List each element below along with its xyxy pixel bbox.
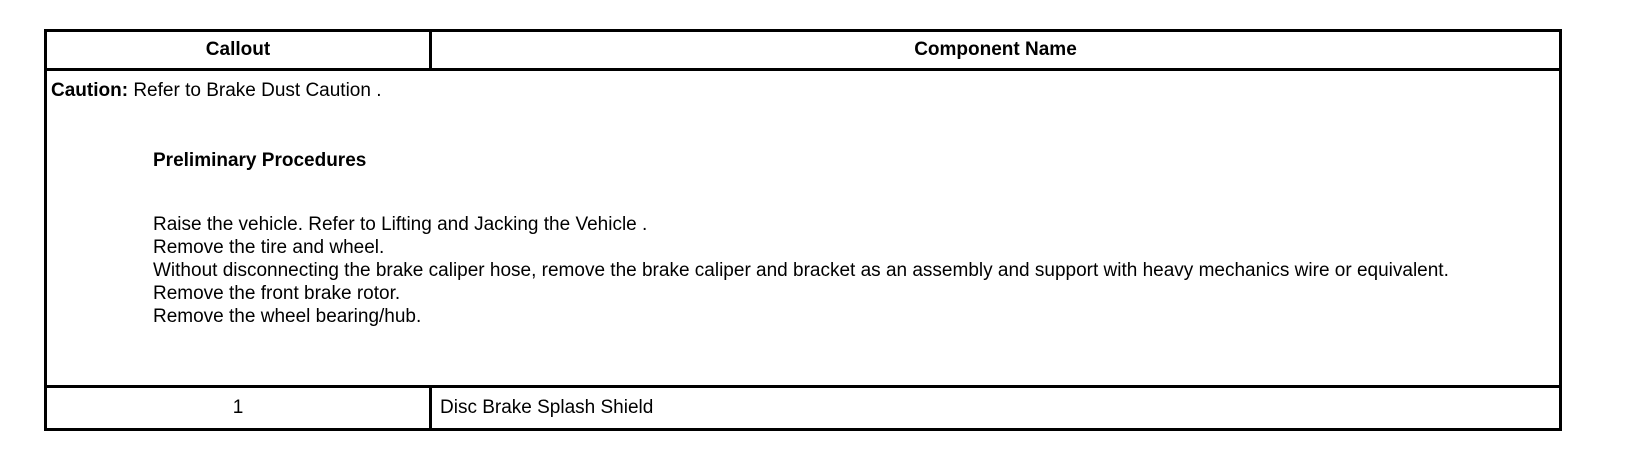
procedure-notes (47, 71, 1559, 388)
component-table (44, 29, 1562, 431)
caution-text: Refer to Brake Dust Caution . (133, 80, 382, 101)
component-name-column-header: Component Name (914, 39, 1077, 60)
table-row (47, 388, 1559, 428)
component-name-cell: Disc Brake Splash Shield (440, 397, 654, 418)
callout-column-header: Callout (47, 32, 432, 68)
caution-note (51, 79, 382, 102)
table-header-row (47, 32, 1559, 71)
preliminary-procedures-title: Preliminary Procedures (153, 150, 367, 171)
procedure-step: Remove the tire and wheel. (153, 237, 385, 258)
procedure-step: Remove the wheel bearing/hub. (153, 306, 422, 327)
procedure-step: Remove the front brake rotor. (153, 283, 401, 304)
procedure-step: Raise the vehicle. Refer to Lifting and Jacking the Vehicle . (153, 214, 648, 235)
caution-label: Caution: (51, 80, 129, 101)
preliminary-steps-list (153, 213, 1529, 328)
callout-cell: 1 (47, 388, 432, 428)
procedure-step: Without disconnecting the brake caliper hose, remove the brake caliper and bracket as an assembly and support with heavy mechanics wire or equivalent. (153, 260, 1449, 281)
